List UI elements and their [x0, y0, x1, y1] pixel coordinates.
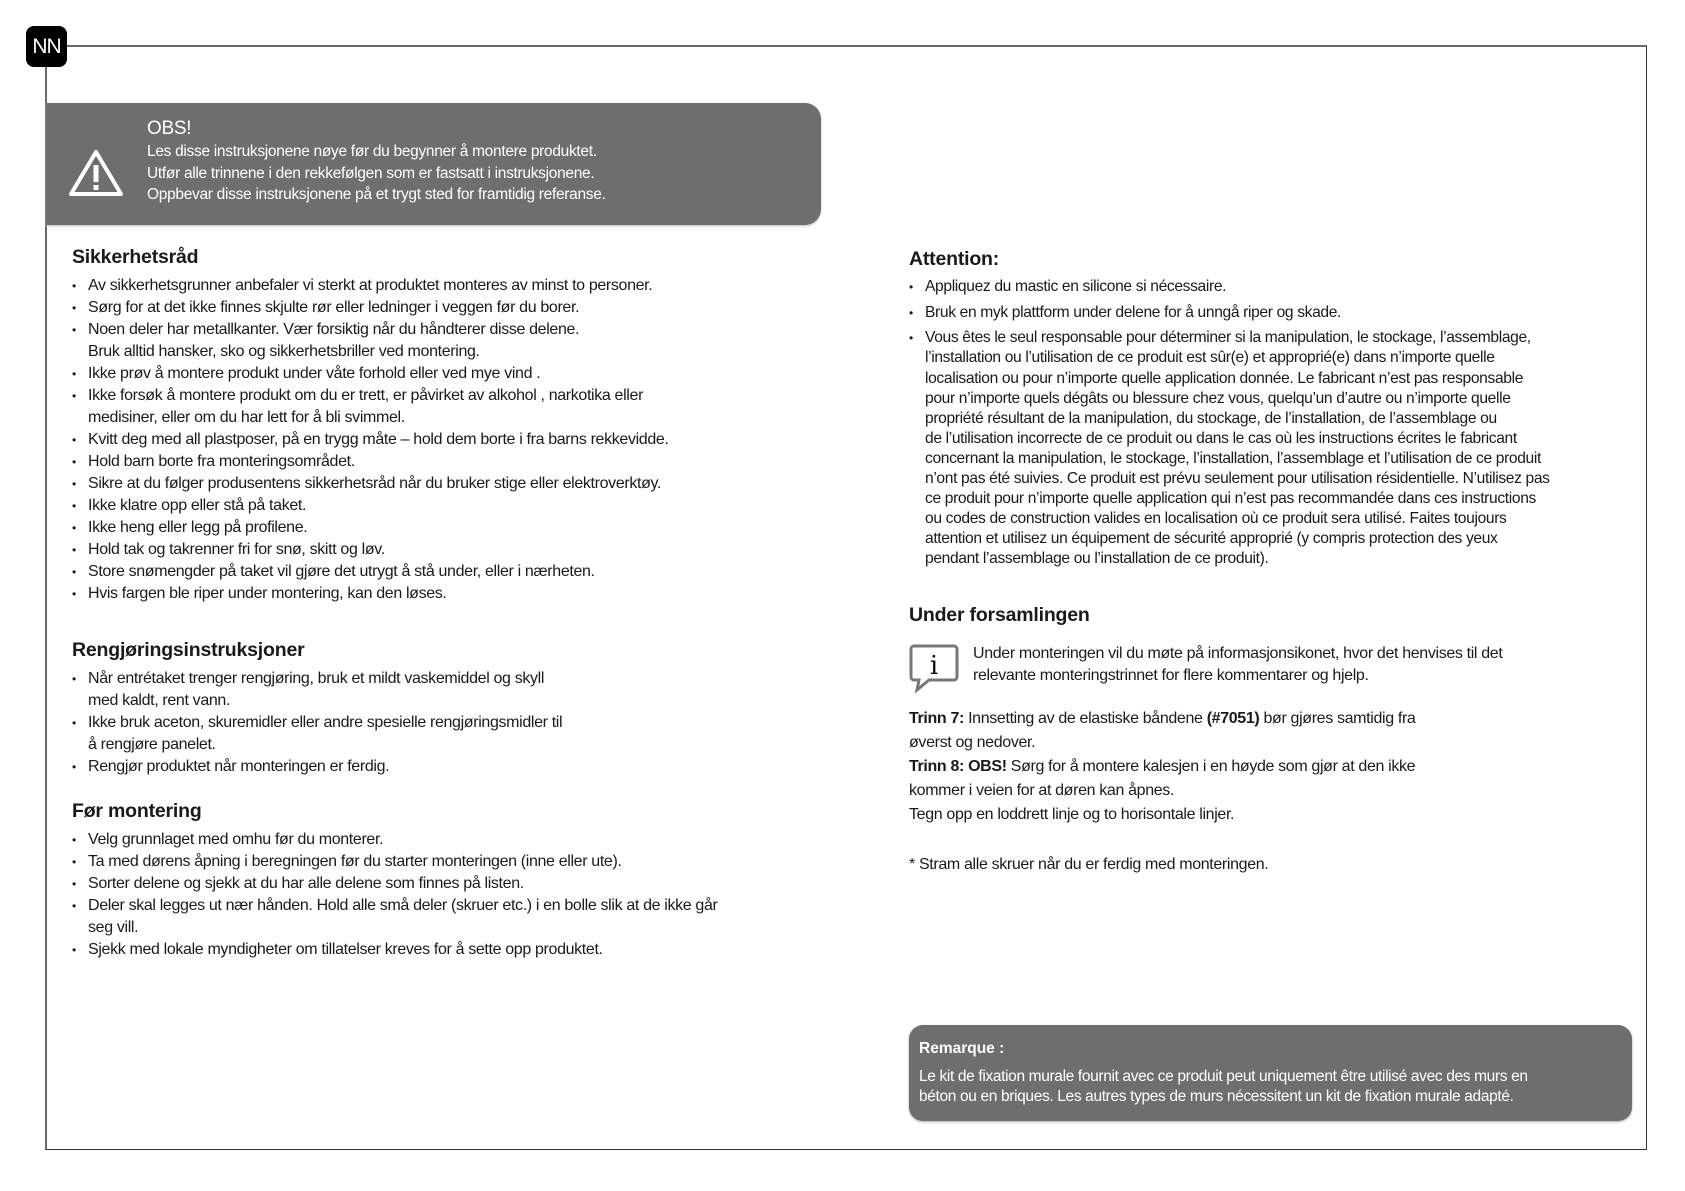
obs-line: Utfør alle trinnene i den rekkefølgen som er fastsatt i instruksjonene.: [147, 164, 595, 182]
list-item: • Store snømengder på taket vil gjøre det utrygt å stå under, eller i nærheten.: [72, 561, 832, 583]
list-item: • Hvis fargen ble riper under montering, kan den løses.: [72, 583, 832, 605]
remark-title: Remarque :: [919, 1040, 1005, 1057]
cleaning-section: [72, 639, 832, 778]
list-item: • Kvitt deg med all plastposer, på en trygg måte – hold dem borte i fra barns rekkevidde.: [72, 429, 832, 451]
attention-heading: Attention:: [909, 248, 1000, 270]
svg-text:i: i: [929, 651, 939, 681]
warning-triangle-icon: [68, 148, 124, 198]
before-heading: Før montering: [72, 800, 202, 822]
info-text: Under monteringen vil du møte på informasjonsikonet, hvor det henvises til det relevante monteringstrinnet for flere kommentarer og hjelp.: [973, 645, 1503, 684]
before-section: [72, 800, 832, 961]
list-item: • Ikke prøv å montere produkt under våte forhold eller ved mye vind .: [72, 363, 832, 385]
obs-warning-box: [46, 103, 821, 225]
language-badge: NN: [26, 26, 67, 67]
list-item: • Hold tak og takrenner fri for snø, skitt og løv.: [72, 539, 832, 561]
list-item: • Velg grunnlaget med omhu før du monterer.: [72, 829, 832, 851]
list-item: • Sjekk med lokale myndigheter om tillatelser kreves for å sette opp produktet.: [72, 939, 832, 961]
list-item: • Rengjør produktet når monteringen er ferdig.: [72, 756, 832, 778]
step7-code: (#7051): [1206, 710, 1260, 727]
list-item: • Hold barn borte fra monteringsområdet.: [72, 451, 832, 473]
list-item: • Sorter delene og sjekk at du har alle delene som finnes på listen.: [72, 873, 832, 895]
obs-line: Les disse instruksjonene nøye før du begynner å montere produktet.: [147, 143, 597, 160]
remark-text: Le kit de fixation murale fournit avec ce produit peut uniquement être utilisé avec des murs en béton ou en briques. Les autres types de murs nécessitent un kit de fixation murale adapté.: [919, 1068, 1528, 1105]
steps-block: [909, 707, 1415, 827]
list-item: • Ikke heng eller legg på profilene.: [72, 517, 832, 539]
step7-label: Trinn 7:: [909, 710, 964, 727]
screw-note: * Stram alle skruer når du er ferdig med monteringen.: [909, 856, 1269, 873]
step8-label: Trinn 8: OBS!: [909, 758, 1007, 775]
list-item: • Ikke forsøk å montere produkt om du er trett, er påvirket av alkohol , narkotika eller medisiner, eller om du har lett for å bli svimmel.: [72, 385, 832, 429]
instruction-line: Tegn opp en loddrett linje og to horisontale linjer.: [909, 806, 1235, 823]
obs-line: Oppbevar disse instruksjonene på et trygt sted for framtidig referanse.: [147, 186, 606, 203]
remark-box: [909, 1025, 1632, 1121]
cleaning-heading: Rengjøringsinstruksjoner: [72, 639, 305, 661]
before-list: [72, 829, 832, 961]
list-item: • Deler skal legges ut nær hånden. Hold alle små deler (skruer etc.) i en bolle slik at de ikke går seg vill.: [72, 895, 832, 939]
list-item: • Appliquez du mastic en silicone si nécessaire.: [909, 277, 1649, 297]
assembly-section: [909, 604, 1090, 633]
list-item: • Når entrétaket trenger rengjøring, bruk et mildt vaskemiddel og skyll med kaldt, rent vann.: [72, 668, 832, 712]
step8-text: kommer i veien for at døren kan åpnes.: [909, 782, 1175, 799]
safety-section: [72, 246, 832, 605]
step7-text: bør gjøres samtidig fra: [1259, 710, 1416, 727]
attention-section: [909, 248, 1649, 575]
list-item: • Noen deler har metallkanter. Vær forsiktig når du håndterer disse delene. Bruk alltid hansker, sko og sikkerhetsbriller ved montering.: [72, 319, 832, 363]
list-item: • Ikke klatre opp eller stå på taket.: [72, 495, 832, 517]
step8-text: Sørg for å montere kalesjen i en høyde som gjør at den ikke: [1006, 758, 1416, 775]
info-speech-bubble-icon: [909, 643, 959, 693]
list-item: • Sørg for at det ikke finnes skjulte rør eller ledninger i veggen før du borer.: [72, 297, 832, 319]
list-item: • Av sikkerhetsgrunner anbefaler vi sterkt at produktet monteres av minst to personer.: [72, 275, 832, 297]
attention-list: [909, 277, 1649, 570]
list-item: • Ikke bruk aceton, skuremidler eller andre spesielle rengjøringsmidler til å rengjøre panelet.: [72, 712, 832, 756]
step7-text: Innsetting av de elastiske båndene: [963, 710, 1207, 727]
cleaning-list: [72, 668, 832, 778]
assembly-heading: Under forsamlingen: [909, 604, 1090, 626]
list-item: • Ta med dørens åpning i beregningen før du starter monteringen (inne eller ute).: [72, 851, 832, 873]
list-item: • Vous êtes le seul responsable pour déterminer si la manipulation, le stockage, l’assemblage, l’installation ou l’utilisation de ce produit est sûr(e) et approprié(e) dans n’importe quelle localisation ou pour n’importe quelle application donnée. Le fabricant n’est pas responsable pour n’importe quels dégâts ou blessure chez vous, quelqu’un d’autre ou n’importe quelle propriété résultant de la manipulation, du stockage, de l’installation, de l’assemblage ou de l’utilisation incorrecte de ce produit ou dans le cas où les instructions écrites le fabricant concernant la manipulation, le stockage, l’installation, l’assemblage et l’utilisation de ce produit n’ont pas été suivies. Ce produit est prévu seulement pour utilisation résidentielle. N’utilisez pas ce produit pour n’importe quelle application qui n’est pas recommandée dans ces instructions ou codes de construction valides en localisation où ce produit sera utilisé. Faites toujours attention et utilisez un équipement de sécurité approprié (y compris protection des yeux pendant l’assemblage ou l’installation de ce produit).: [909, 328, 1649, 569]
list-item: • Bruk en myk plattform under delene for å unngå riper og skade.: [909, 303, 1649, 323]
obs-title: OBS!: [147, 118, 192, 139]
step7-text: øverst og nedover.: [909, 734, 1036, 751]
list-item: • Sikre at du følger produsentens sikkerhetsråd når du bruker stige eller elektroverktøy.: [72, 473, 832, 495]
safety-heading: Sikkerhetsråd: [72, 246, 199, 268]
safety-list: [72, 275, 832, 605]
